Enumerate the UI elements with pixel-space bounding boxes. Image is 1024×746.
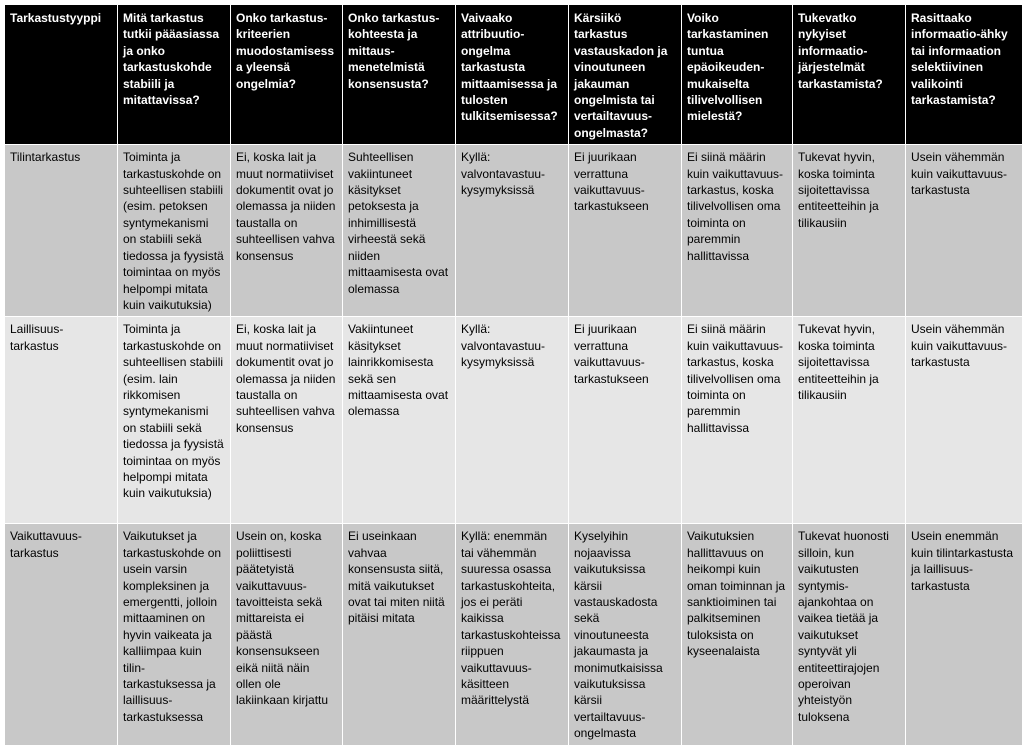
table-row [5,524,1023,745]
table-cell: Vakiintuneet käsitykset lainrikkomisesta sekä sen mittaamisesta ovat olemassa [343,317,456,524]
header-cell-subject-stability: Mitä tarkastus tutkii pääasiassa ja onko tarkastuskohde stabiili ja mitattavissa? [118,5,231,145]
table-cell: Ei juurikaan verrattuna vaikuttavuus-tarkastukseen [569,317,682,524]
table-cell: Tukevat huonosti silloin, kun vaikutusten syntymis-ajankohtaa on vaikea tietää ja vaikutukset syntyvät yli entiteettirajojen operoivan yhteistyön tuloksena [793,524,906,745]
table-cell: Kyllä: valvontavastuu-kysymyksissä [456,145,569,317]
table-cell: Usein vähemmän kuin vaikuttavuus-tarkastusta [906,317,1023,524]
audit-comparison-table [4,4,1023,746]
table-cell: Ei siinä määrin kuin vaikuttavuus-tarkastus, koska tilivelvollisen oma toiminta on paremmin hallittavissa [682,145,793,317]
header-cell-information-systems: Tukevatko nykyiset informaatio-järjestelmät tarkastamista? [793,5,906,145]
table-cell: Suhteellisen vakiintuneet käsitykset petoksesta ja inhimillisestä virheestä sekä niiden mittaamisesta ovat olemassa [343,145,456,317]
comparison-table-container [4,4,1022,746]
header-cell-nonresponse-bias: Kärsiikö tarkastus vastauskadon ja vinoutuneen jakauman ongelmista tai vertailtavuus-ongelmasta? [569,5,682,145]
header-cell-fairness: Voiko tarkastaminen tuntua epäoikeuden-mukaiselta tilivelvollisen mielestä? [682,5,793,145]
header-row [5,5,1023,145]
table-cell: Ei, koska lait ja muut normatiiviset dokumentit ovat jo olemassa ja niiden taustalla on suhteellisen vahva konsensus [231,317,343,524]
table-row [5,145,1023,317]
table-row [5,317,1023,524]
table-cell: Kyllä: valvontavastuu-kysymyksissä [456,317,569,524]
header-cell-attribution-problem: Vaivaako attribuutio-ongelma tarkastusta mittaamisessa ja tulosten tulkitsemisessa? [456,5,569,145]
header-cell-criteria-problems: Onko tarkastus-kriteerien muodostamisessa yleensä ongelmia? [231,5,343,145]
header-cell-consensus: Onko tarkastus-kohteesta ja mittaus-menetelmistä konsensusta? [343,5,456,145]
table-cell: Vaikutukset ja tarkastuskohde on usein varsin kompleksinen ja emergentti, jolloin mittaaminen on hyvin vaikeata ja kalliimpaa kuin tilin-tarkastuksessa ja laillisuus-tarkastuksessa [118,524,231,745]
row-label-performance-audit: Vaikuttavuus-tarkastus [5,524,118,745]
table-cell: Tukevat hyvin, koska toiminta sijoitettavissa entiteetteihin ja tilikausiin [793,145,906,317]
table-cell: Ei siinä määrin kuin vaikuttavuus-tarkastus, koska tilivelvollisen oma toiminta on paremmin hallittavissa [682,317,793,524]
row-label-compliance-audit: Laillisuus-tarkastus [5,317,118,524]
table-cell: Toiminta ja tarkastuskohde on suhteellisen stabiili (esim. lain rikkomisen syntymekanismi on stabiili sekä tiedossa ja fyysistä toimintaa on myös helpompi mitata kuin vaikutuksia) [118,317,231,524]
row-label-financial-audit: Tilintarkastus [5,145,118,317]
table-cell: Kyselyihin nojaavissa vaikutuksissa kärsii vastauskadosta sekä vinoutuneesta jakaumasta ja monimutkaisissa vaikutuksissa kärsii vertailtavuus-ongelmasta [569,524,682,745]
table-cell: Vaikutuksien hallittavuus on heikompi kuin oman toiminnan ja sanktioiminen tai palkitseminen tuloksista on kyseenalaista [682,524,793,745]
table-cell: Toiminta ja tarkastuskohde on suhteellisen stabiili (esim. petoksen syntymekanismi on stabiili sekä tiedossa ja fyysistä toimintaa on myös helpompi mitata kuin vaikutuksia) [118,145,231,317]
table-cell: Usein enemmän kuin tilintarkastusta ja laillisuus-tarkastusta [906,524,1023,745]
table-cell: Kyllä: enemmän tai vähemmän suuressa osassa tarkastuskohteita, jos ei peräti kaikissa tarkastuskohteissa riippuen vaikuttavuus-käsitteen määrittelystä [456,524,569,745]
table-cell: Usein on, koska poliittisesti päätetyistä vaikuttavuus-tavoitteista sekä mittareista ei päästä konsensukseen eikä niitä näin ollen ole lakiinkaan kirjattu [231,524,343,745]
table-cell: Ei, koska lait ja muut normatiiviset dokumentit ovat jo olemassa ja niiden taustalla on suhteellisen vahva konsensus [231,145,343,317]
header-cell-information-overload: Rasittaako informaatio-ähky tai informaation selektiivinen valikointi tarkastamista? [906,5,1023,145]
table-cell: Tukevat hyvin, koska toiminta sijoitettavissa entiteetteihin ja tilikausiin [793,317,906,524]
table-cell: Ei juurikaan verrattuna vaikuttavuus-tarkastukseen [569,145,682,317]
header-cell-audit-type: Tarkastustyyppi [5,5,118,145]
table-cell: Ei useinkaan vahvaa konsensusta siitä, mitä vaikutukset ovat tai miten niitä pitäisi mitata [343,524,456,745]
table-cell: Usein vähemmän kuin vaikuttavuus-tarkastusta [906,145,1023,317]
